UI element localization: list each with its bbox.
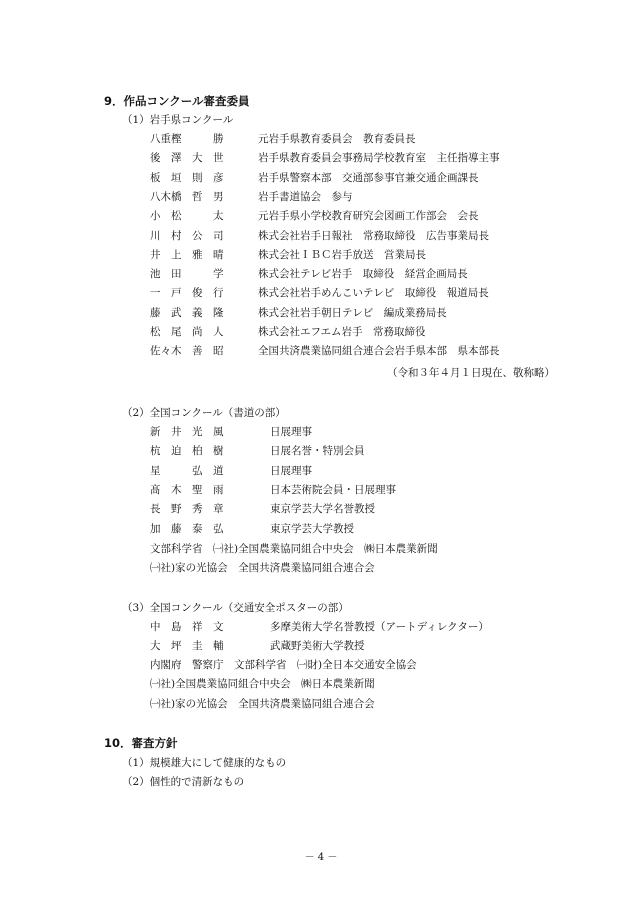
- member-name: 新 井 光 風: [150, 426, 224, 438]
- member-name: 杭 迫 柏 樹: [150, 445, 224, 458]
- member-title: 元岩手県小学校教育研究会図画工作部会 会長: [258, 210, 479, 223]
- member-name: 髙 木 聖 雨: [150, 483, 224, 496]
- member-name: 池 田 学: [150, 268, 224, 281]
- member-title: 株式会社テレビ岩手 取締役 経営企画局長: [258, 268, 468, 281]
- member-title: 東京学芸大学名誉教授: [270, 503, 375, 516]
- member-title: 多摩美術大学名誉教授（アートディレクター）: [270, 621, 489, 633]
- member-name: 中 島 祥 文: [150, 621, 224, 633]
- policy-item: （1）規模雄大にして健康的なもの: [122, 757, 287, 769]
- member-name: 川 村 公 司: [150, 229, 224, 242]
- member-name: 小 松 太: [150, 210, 224, 223]
- member-title: 株式会社岩手めんこいテレビ 取締役 報道局長: [258, 287, 489, 300]
- member-name: 長 野 秀 章: [150, 503, 224, 516]
- section-10-heading: 10．審査方針: [104, 736, 178, 750]
- member-name: 藤 武 義 隆: [150, 306, 224, 319]
- org-line: ㈠社)家の光協会 全国共済農業協同組合連合会: [150, 698, 375, 710]
- member-title: 岩手書道協会 参与: [258, 190, 353, 203]
- member-title: 岩手県警察本部 交通部参事官兼交通企画課長: [258, 171, 479, 184]
- date-note: （令和３年４月１日現在、敬称略）: [387, 367, 555, 379]
- member-name: 後 澤 大 世: [150, 152, 224, 165]
- member-title: 株式会社ＩＢＣ岩手放送 営業局長: [258, 248, 426, 261]
- member-title: 東京学芸大学教授: [270, 522, 354, 535]
- org-line: ㈠社)全国農業協同組合中央会 ㈱日本農業新聞: [150, 678, 375, 690]
- member-name: 八木橋 哲 男: [150, 190, 224, 203]
- subsection-2-title: （2）全国コンクール（書道の部）: [122, 407, 286, 419]
- member-title: 元岩手県教育委員会 教育委員長: [258, 133, 416, 145]
- member-name: 星 弘 道: [150, 464, 224, 477]
- subsection-3-title: （3）全国コンクール（交通安全ポスターの部）: [122, 602, 349, 614]
- member-title: 株式会社岩手朝日テレビ 編成業務局長: [258, 306, 447, 319]
- member-name: 佐々木 善 昭: [150, 345, 224, 358]
- section-9-heading: 9．作品コンクール審査委員: [104, 94, 250, 108]
- member-name: 板 垣 則 彦: [150, 171, 224, 184]
- member-title: 日展理事: [270, 464, 312, 477]
- page-number: － 4 －: [304, 852, 338, 863]
- subsection-1-title: （1）岩手県コンクール: [122, 114, 234, 126]
- member-title: 日展理事: [270, 426, 312, 438]
- org-line: 文部科学省 ㈠社)全国農業協同組合中央会 ㈱日本農業新聞: [150, 543, 438, 555]
- member-name: 井 上 雅 晴: [150, 248, 224, 261]
- member-title: 日本芸術院会員・日展理事: [270, 483, 396, 496]
- policy-item: （2）個性的で清新なもの: [122, 776, 245, 788]
- member-name: 八重樫 勝: [150, 133, 224, 145]
- member-name: 加 藤 泰 弘: [150, 522, 224, 535]
- member-title: 岩手県教育委員会事務局学校教育室 主任指導主事: [258, 152, 500, 165]
- member-name: 大 坪 圭 輔: [150, 640, 224, 653]
- member-title: 全国共済農業協同組合連合会岩手県本部 県本部長: [258, 345, 500, 358]
- org-line: ㈠社)家の光協会 全国共済農業協同組合連合会: [150, 562, 375, 574]
- member-title: 日展名誉・特別会員: [270, 445, 365, 458]
- org-line: 内閣府 警察庁 文部科学省 ㈠財)全日本交通安全協会: [150, 659, 417, 671]
- member-name: 一 戸 俊 行: [150, 287, 224, 300]
- member-title: 株式会社岩手日報社 常務取締役 広告事業局長: [258, 229, 489, 242]
- member-title: 武蔵野美術大学教授: [270, 640, 365, 653]
- member-name: 松 尾 尚 人: [150, 326, 224, 338]
- member-title: 株式会社エフエム岩手 常務取締役: [258, 326, 426, 338]
